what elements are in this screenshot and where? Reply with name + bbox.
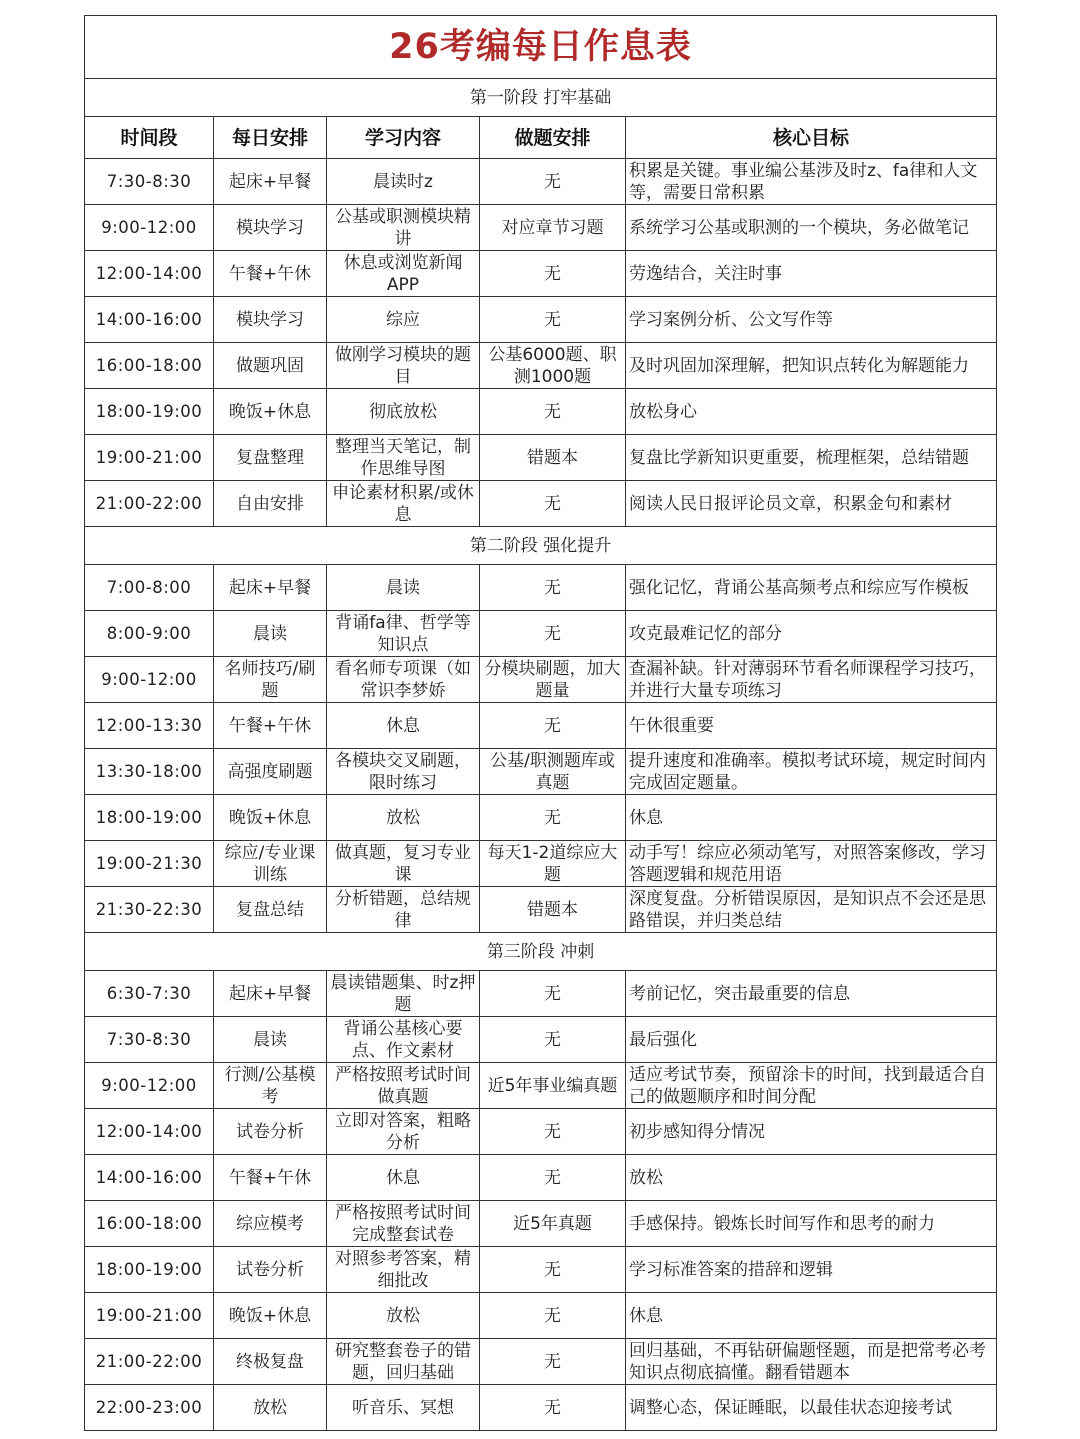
goal-cell: 积累是关键。事业编公基涉及时z、fa律和人文等，需要日常积累 — [626, 159, 997, 205]
table-row — [85, 1247, 997, 1293]
content-cell: 整理当天笔记，制作思维导图 — [327, 435, 480, 481]
time-cell: 18:00-19:00 — [85, 1247, 214, 1293]
content-cell: 晨读时z — [327, 159, 480, 205]
content-cell: 做真题，复习专业课 — [327, 841, 480, 887]
content-cell: 公基或职测模块精讲 — [327, 205, 480, 251]
content-cell: 听音乐、冥想 — [327, 1385, 480, 1431]
time-cell: 21:30-22:30 — [85, 887, 214, 933]
time-cell: 7:00-8:00 — [85, 565, 214, 611]
table-row — [85, 887, 997, 933]
plan-cell: 晚饭+休息 — [214, 795, 327, 841]
table-row — [85, 657, 997, 703]
stage-row — [85, 79, 997, 117]
practice-cell: 无 — [480, 159, 626, 205]
content-cell: 休息 — [327, 1155, 480, 1201]
goal-cell: 手感保持。锻炼长时间写作和思考的耐力 — [626, 1201, 997, 1247]
practice-cell: 无 — [480, 1017, 626, 1063]
time-cell: 9:00-12:00 — [85, 1063, 214, 1109]
practice-cell: 公基/职测题库或真题 — [480, 749, 626, 795]
practice-cell: 无 — [480, 251, 626, 297]
goal-cell: 回归基础，不再钻研偏题怪题，而是把常考必考知识点彻底搞懂。翻看错题本 — [626, 1339, 997, 1385]
goal-cell: 适应考试节奏，预留涂卡的时间，找到最适合自己的做题顺序和时间分配 — [626, 1063, 997, 1109]
goal-cell: 劳逸结合，关注时事 — [626, 251, 997, 297]
plan-cell: 试卷分析 — [214, 1109, 327, 1155]
table-row — [85, 251, 997, 297]
page-title: 26考编每日作息表 — [85, 16, 997, 79]
plan-cell: 午餐+午休 — [214, 251, 327, 297]
practice-cell: 无 — [480, 795, 626, 841]
table-row — [85, 1293, 997, 1339]
practice-cell: 对应章节习题 — [480, 205, 626, 251]
plan-cell: 名师技巧/刷题 — [214, 657, 327, 703]
goal-cell: 初步感知得分情况 — [626, 1109, 997, 1155]
practice-cell: 无 — [480, 611, 626, 657]
goal-cell: 学习标准答案的措辞和逻辑 — [626, 1247, 997, 1293]
goal-cell: 深度复盘。分析错误原因，是知识点不会还是思路错误，并归类总结 — [626, 887, 997, 933]
stage-heading: 第一阶段 打牢基础 — [85, 79, 997, 117]
goal-cell: 及时巩固加深理解，把知识点转化为解题能力 — [626, 343, 997, 389]
goal-cell: 动手写！综应必须动笔写，对照答案修改，学习答题逻辑和规范用语 — [626, 841, 997, 887]
goal-cell: 休息 — [626, 795, 997, 841]
goal-cell: 放松 — [626, 1155, 997, 1201]
column-header: 每日安排 — [214, 117, 327, 159]
time-cell: 6:30-7:30 — [85, 971, 214, 1017]
content-cell: 各模块交叉刷题，限时练习 — [327, 749, 480, 795]
table-row — [85, 1339, 997, 1385]
time-cell: 19:00-21:00 — [85, 435, 214, 481]
table-row — [85, 159, 997, 205]
stage-row — [85, 933, 997, 971]
column-header: 时间段 — [85, 117, 214, 159]
practice-cell: 无 — [480, 565, 626, 611]
content-cell: 研究整套卷子的错题，回归基础 — [327, 1339, 480, 1385]
plan-cell: 放松 — [214, 1385, 327, 1431]
time-cell: 13:30-18:00 — [85, 749, 214, 795]
stage-row — [85, 527, 997, 565]
goal-cell: 休息 — [626, 1293, 997, 1339]
time-cell: 8:00-9:00 — [85, 611, 214, 657]
content-cell: 彻底放松 — [327, 389, 480, 435]
table-row — [85, 749, 997, 795]
time-cell: 7:30-8:30 — [85, 1017, 214, 1063]
time-cell: 21:00-22:00 — [85, 1339, 214, 1385]
plan-cell: 模块学习 — [214, 205, 327, 251]
table-row — [85, 343, 997, 389]
practice-cell: 无 — [480, 481, 626, 527]
plan-cell: 行测/公基模考 — [214, 1063, 327, 1109]
content-cell: 晨读 — [327, 565, 480, 611]
content-cell: 申论素材积累/或休息 — [327, 481, 480, 527]
plan-cell: 做题巩固 — [214, 343, 327, 389]
content-cell: 背诵fa律、哲学等知识点 — [327, 611, 480, 657]
stage-heading: 第三阶段 冲刺 — [85, 933, 997, 971]
time-cell: 12:00-13:30 — [85, 703, 214, 749]
content-cell: 看名师专项课（如常识李梦娇 — [327, 657, 480, 703]
practice-cell: 无 — [480, 1155, 626, 1201]
time-cell: 16:00-18:00 — [85, 1201, 214, 1247]
table-row — [85, 795, 997, 841]
time-cell: 19:00-21:30 — [85, 841, 214, 887]
table-row — [85, 1201, 997, 1247]
plan-cell: 晚饭+休息 — [214, 389, 327, 435]
plan-cell: 复盘总结 — [214, 887, 327, 933]
practice-cell: 每天1-2道综应大题 — [480, 841, 626, 887]
content-cell: 综应 — [327, 297, 480, 343]
content-cell: 晨读错题集、时z押题 — [327, 971, 480, 1017]
time-cell: 9:00-12:00 — [85, 205, 214, 251]
table-row — [85, 1017, 997, 1063]
goal-cell: 提升速度和准确率。模拟考试环境，规定时间内完成固定题量。 — [626, 749, 997, 795]
content-cell: 对照参考答案，精细批改 — [327, 1247, 480, 1293]
content-cell: 休息 — [327, 703, 480, 749]
goal-cell: 放松身心 — [626, 389, 997, 435]
plan-cell: 晨读 — [214, 611, 327, 657]
content-cell: 放松 — [327, 1293, 480, 1339]
time-cell: 14:00-16:00 — [85, 1155, 214, 1201]
time-cell: 7:30-8:30 — [85, 159, 214, 205]
practice-cell: 无 — [480, 1293, 626, 1339]
practice-cell: 近5年真题 — [480, 1201, 626, 1247]
practice-cell: 近5年事业编真题 — [480, 1063, 626, 1109]
goal-cell: 强化记忆，背诵公基高频考点和综应写作模板 — [626, 565, 997, 611]
table-row — [85, 481, 997, 527]
content-cell: 放松 — [327, 795, 480, 841]
table-row — [85, 565, 997, 611]
plan-cell: 自由安排 — [214, 481, 327, 527]
practice-cell: 无 — [480, 1247, 626, 1293]
header-row — [85, 117, 997, 159]
stage-heading: 第二阶段 强化提升 — [85, 527, 997, 565]
goal-cell: 查漏补缺。针对薄弱环节看名师课程学习技巧，并进行大量专项练习 — [626, 657, 997, 703]
practice-cell: 无 — [480, 1385, 626, 1431]
table-row — [85, 1063, 997, 1109]
goal-cell: 复盘比学新知识更重要，梳理框架，总结错题 — [626, 435, 997, 481]
practice-cell: 公基6000题、职测1000题 — [480, 343, 626, 389]
practice-cell: 无 — [480, 971, 626, 1017]
plan-cell: 晚饭+休息 — [214, 1293, 327, 1339]
time-cell: 12:00-14:00 — [85, 1109, 214, 1155]
table-row — [85, 611, 997, 657]
column-header: 做题安排 — [480, 117, 626, 159]
table-row — [85, 1385, 997, 1431]
content-cell: 分析错题，总结规律 — [327, 887, 480, 933]
content-cell: 背诵公基核心要点、作文素材 — [327, 1017, 480, 1063]
goal-cell: 攻克最难记忆的部分 — [626, 611, 997, 657]
goal-cell: 学习案例分析、公文写作等 — [626, 297, 997, 343]
practice-cell: 无 — [480, 1109, 626, 1155]
goal-cell: 系统学习公基或职测的一个模块，务必做笔记 — [626, 205, 997, 251]
plan-cell: 模块学习 — [214, 297, 327, 343]
content-cell: 严格按照考试时间完成整套试卷 — [327, 1201, 480, 1247]
practice-cell: 错题本 — [480, 887, 626, 933]
column-header: 核心目标 — [626, 117, 997, 159]
content-cell: 休息或浏览新闻APP — [327, 251, 480, 297]
plan-cell: 起床+早餐 — [214, 159, 327, 205]
practice-cell: 无 — [480, 703, 626, 749]
plan-cell: 晨读 — [214, 1017, 327, 1063]
plan-cell: 终极复盘 — [214, 1339, 327, 1385]
plan-cell: 复盘整理 — [214, 435, 327, 481]
table-row — [85, 389, 997, 435]
table-row — [85, 205, 997, 251]
practice-cell: 无 — [480, 389, 626, 435]
plan-cell: 综应/专业课训练 — [214, 841, 327, 887]
goal-cell: 午休很重要 — [626, 703, 997, 749]
time-cell: 16:00-18:00 — [85, 343, 214, 389]
time-cell: 12:00-14:00 — [85, 251, 214, 297]
goal-cell: 最后强化 — [626, 1017, 997, 1063]
time-cell: 22:00-23:00 — [85, 1385, 214, 1431]
time-cell: 19:00-21:00 — [85, 1293, 214, 1339]
goal-cell: 阅读人民日报评论员文章，积累金句和素材 — [626, 481, 997, 527]
time-cell: 18:00-19:00 — [85, 795, 214, 841]
content-cell: 立即对答案，粗略分析 — [327, 1109, 480, 1155]
table-row — [85, 435, 997, 481]
table-row — [85, 297, 997, 343]
plan-cell: 起床+早餐 — [214, 565, 327, 611]
table-row — [85, 841, 997, 887]
time-cell: 21:00-22:00 — [85, 481, 214, 527]
plan-cell: 高强度刷题 — [214, 749, 327, 795]
content-cell: 严格按照考试时间做真题 — [327, 1063, 480, 1109]
goal-cell: 考前记忆，突击最重要的信息 — [626, 971, 997, 1017]
time-cell: 9:00-12:00 — [85, 657, 214, 703]
time-cell: 14:00-16:00 — [85, 297, 214, 343]
table-row — [85, 971, 997, 1017]
practice-cell: 无 — [480, 297, 626, 343]
column-header: 学习内容 — [327, 117, 480, 159]
plan-cell: 起床+早餐 — [214, 971, 327, 1017]
plan-cell: 午餐+午休 — [214, 1155, 327, 1201]
goal-cell: 调整心态，保证睡眠，以最佳状态迎接考试 — [626, 1385, 997, 1431]
table-row — [85, 1155, 997, 1201]
time-cell: 18:00-19:00 — [85, 389, 214, 435]
plan-cell: 午餐+午休 — [214, 703, 327, 749]
plan-cell: 试卷分析 — [214, 1247, 327, 1293]
practice-cell: 错题本 — [480, 435, 626, 481]
table-row — [85, 703, 997, 749]
practice-cell: 分模块刷题，加大题量 — [480, 657, 626, 703]
plan-cell: 综应模考 — [214, 1201, 327, 1247]
content-cell: 做刚学习模块的题目 — [327, 343, 480, 389]
schedule-table — [84, 15, 997, 1431]
table-row — [85, 1109, 997, 1155]
practice-cell: 无 — [480, 1339, 626, 1385]
